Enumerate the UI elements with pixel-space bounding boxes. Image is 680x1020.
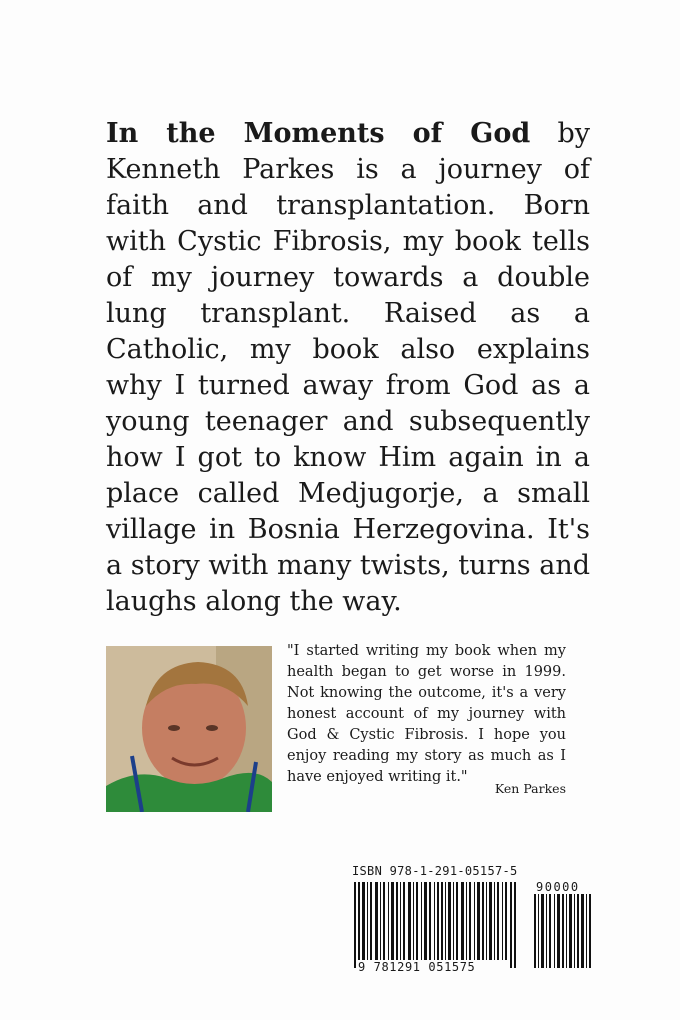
author-quote: "I started writing my book when my health began to get worse in 1999. Not knowing the outcome, it's a very honest account of my journey with God & Cystic Fibrosis. I hope you enjoy reading my story as much as I have enjoyed writing it." bbox=[287, 643, 566, 785]
blurb-text: by Kenneth Parkes is a journey of faith and transplantation. Born with Cystic Fibrosis, my book tells of my journey towards a double lung transplant. Raised as a Catholic, my book also explains why I turned away from God as a young teenager and subsequently how I got to know Him again in a place called Medjugorje, a small village in Bosnia Herzegovina. It's a story with many twists, turns and laughs along the way. bbox=[106, 118, 590, 617]
barcode-bars bbox=[348, 882, 596, 970]
back-cover-blurb bbox=[106, 116, 590, 620]
ean-digits: 9 781291 051575 bbox=[358, 960, 476, 974]
book-title: In the Moments of God bbox=[106, 118, 531, 149]
price-code-label: 90000 bbox=[536, 880, 580, 894]
author-photo bbox=[106, 646, 272, 812]
isbn-label: ISBN 978-1-291-05157-5 bbox=[352, 864, 518, 878]
author-signature: Ken Parkes bbox=[494, 781, 566, 796]
isbn-barcode bbox=[348, 864, 596, 976]
